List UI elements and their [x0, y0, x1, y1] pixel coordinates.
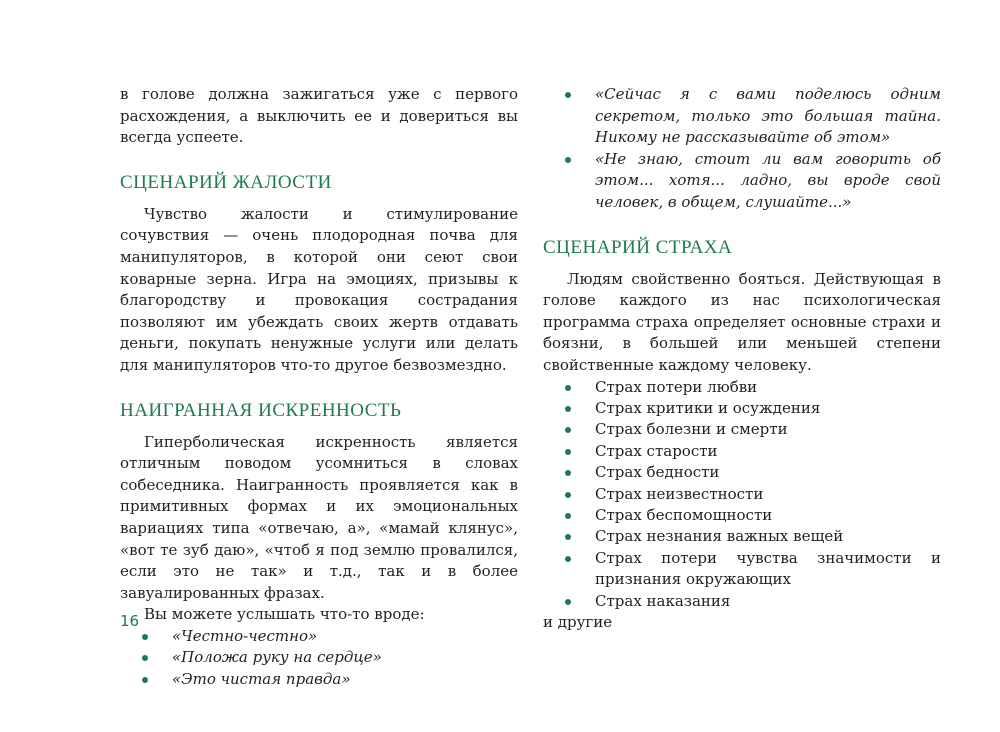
list-item: «Сейчас я с вами поделюсь одним секретом, только это большая тайна. Никому не рассказывайте об этом»: [543, 84, 941, 149]
bullet-icon: [565, 385, 571, 391]
left-column: [120, 84, 518, 690]
list-item: Страх потери любви: [543, 377, 941, 398]
heading-fear-scenario: СЦЕНАРИЙ СТРАХА: [543, 236, 733, 258]
bullet-icon: [565, 556, 571, 562]
sincerity-phrases-list: [120, 626, 518, 690]
bullet-icon: [565, 427, 571, 433]
list-item: Страх неизвестности: [543, 484, 941, 505]
list-item: Страх болезни и смерти: [543, 419, 941, 440]
heading-feigned-sincerity: НАИГРАННАЯ ИСКРЕННОСТЬ: [120, 399, 402, 421]
bullet-icon: [565, 492, 571, 498]
pity-paragraph: Чувство жалости и стимулирование сочувствия — очень плодородная почва для манипуляторов, в которой они сеют свои коварные зерна. Игра на эмоциях, призывы к благородству и провокация сострадания позволяют им убеждать своих жертв отдавать деньги, покупать ненужные услуги или делать для манипуляторов что-то другое безвозмездно.: [120, 204, 518, 374]
heading-pity-scenario: СЦЕНАРИЙ ЖАЛОСТИ: [120, 171, 332, 193]
bullet-icon: [565, 157, 571, 163]
list-item: Страх старости: [543, 441, 941, 462]
bullet-icon: [565, 599, 571, 605]
bullet-icon: [565, 470, 571, 476]
sincerity-paragraph: Гиперболическая искренность является отличным поводом усомниться в словах собеседника. Наигранность проявляется как в примитивных формах и их эмоциональных вариациях типа «отвечаю, а», «мамай клянус», «вот те зуб даю», «чтоб я под землю провалился, если это не так» и т.д., так и в более завуалированных фразах.: [120, 432, 518, 602]
right-column: [543, 84, 941, 633]
bullet-icon: [565, 406, 571, 412]
list-item: Страх незнания важных вещей: [543, 526, 941, 547]
fears-list: [543, 377, 941, 612]
list-item: Страх потери чувства значимости и признания окружающих: [543, 548, 941, 591]
list-item: «Честно-честно»: [120, 626, 518, 647]
bullet-icon: [142, 634, 148, 640]
intro-paragraph: в голове должна зажигаться уже с первого расхождения, а выключить ее и довериться вы всегда успеете.: [120, 85, 518, 147]
secret-phrases-list: [543, 84, 941, 214]
bullet-icon: [565, 92, 571, 98]
bullet-icon: [142, 655, 148, 661]
list-item: «Не знаю, стоит ли вам говорить об этом... хотя... ладно, вы вроде свой человек, в общем, слушайте...»: [543, 149, 941, 214]
fear-paragraph: Людям свойственно бояться. Действующая в голове каждого из нас психологическая программа страха определяет основные страхи и боязни, в большей или меньшей степени свойственные каждому человеку.: [543, 269, 941, 374]
fears-closing: и другие: [543, 613, 613, 631]
bullet-icon: [565, 449, 571, 455]
list-item: Страх критики и осуждения: [543, 398, 941, 419]
list-item: «Это чистая правда»: [120, 669, 518, 690]
bullet-icon: [565, 534, 571, 540]
list-item: «Положа руку на сердце»: [120, 647, 518, 668]
sincerity-lead: Вы можете услышать что-то вроде:: [144, 605, 425, 624]
bullet-icon: [142, 677, 148, 683]
list-item: Страх бедности: [543, 462, 941, 483]
bullet-icon: [565, 513, 571, 519]
list-item: Страх беспомощности: [543, 505, 941, 526]
page-number: 16: [120, 612, 140, 630]
list-item: Страх наказания: [543, 591, 941, 612]
